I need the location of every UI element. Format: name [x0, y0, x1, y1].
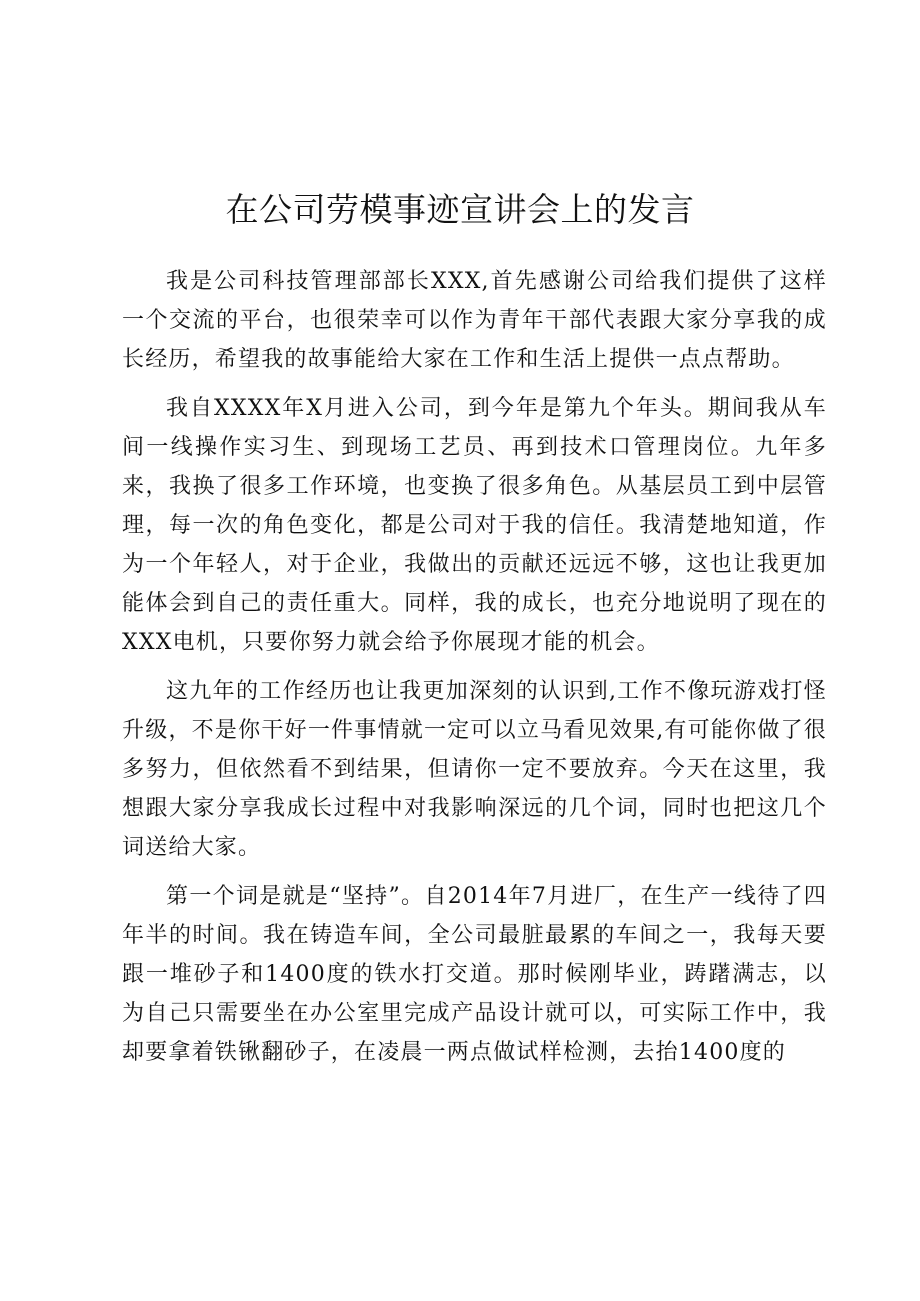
document-title: 在公司劳模事迹宣讲会上的发言	[225, 190, 695, 229]
document-body	[122, 262, 827, 1082]
paragraph-career: 我自XXXX年X月进入公司，到今年是第九个年头。期间我从车间一线操作实习生、到现场工艺员、再到技术口管理岗位。九年多来，我换了很多工作环境，也变换了很多角色。从基层员工到中层管理，每一次的角色变化，都是公司对于我的信任。我清楚地知道，作为一个年轻人，对于企业，我做出的贡献还远远不够，这也让我更加能体会到自己的责任重大。同样，我的成长，也充分地说明了现在的XXX电机，只要你努力就会给予你展现才能的机会。	[122, 396, 827, 655]
paragraph-reflection: 这九年的工作经历也让我更加深刻的认识到,工作不像玩游戏打怪升级，不是你干好一件事情就一定可以立马看见效果,有可能你做了很多努力，但依然看不到结果，但请你一定不要放弃。今天在这里，我想跟大家分享我成长过程中对我影响深远的几个词，同时也把这几个词送给大家。	[122, 679, 827, 860]
paragraph-intro: 我是公司科技管理部部长XXX,首先感谢公司给我们提供了这样一个交流的平台，也很荣幸可以作为青年干部代表跟大家分享我的成长经历，希望我的故事能给大家在工作和生活上提供一点点帮助。	[122, 269, 827, 372]
paragraph-persistence: 第一个词是就是“坚持”。自2014年7月进厂，在生产一线待了四年半的时间。我在铸造车间，全公司最脏最累的车间之一，我每天要跟一堆砂子和1400度的铁水打交道。那时候刚毕业，踌躇满志，以为自己只需要坐在办公室里完成产品设计就可以，可实际工作中，我却要拿着铁锹翻砂子，在凌晨一两点做试样检测，去抬1400度的	[122, 884, 827, 1065]
